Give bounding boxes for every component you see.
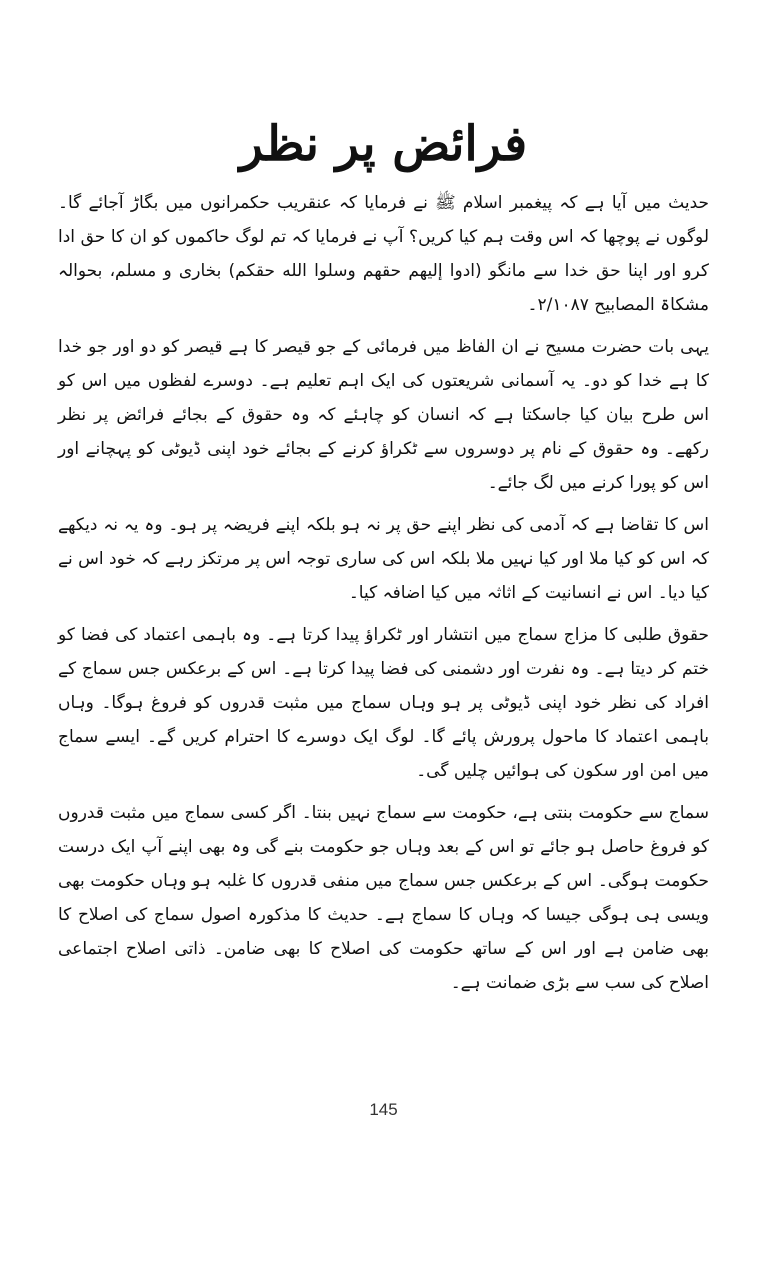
paragraph-3: اس کا تقاضا ہے کہ آدمی کی نظر اپنے حق پر نہ ہو بلکہ اپنے فریضہ پر ہو۔ وہ یہ نہ دیکھے کہ اس کو کیا ملا اور کیا نہیں ملا بلکہ اس کی ساری توجہ اس پر مرتکز رہے کہ خود اس نے کیا دیا۔ اس نے انسانیت کے اثاثہ میں کیا اضافہ کیا۔: [58, 515, 709, 603]
paragraph-1: حدیث میں آیا ہے کہ پیغمبر اسلام ﷺ نے فرمایا کہ عنقریب حکمرانوں میں بگاڑ آجائے گا۔ لوگوں نے پوچھا کہ اس وقت ہم کیا کریں؟ آپ نے فرمایا کہ تم لوگ حاکموں کو ان کا حق ادا کرو اور اپنا حق خدا سے مانگو (ادوا إليهم حقهم وسلوا الله حقكم) بخاری و مسلم، بحوالہ مشکاۃ المصابیح ۲/۱۰۸۷۔: [58, 193, 709, 315]
paragraph-4: حقوق طلبی کا مزاج سماج میں انتشار اور ٹکراؤ پیدا کرتا ہے۔ وہ باہمی اعتماد کی فضا کو ختم کر دیتا ہے۔ وہ نفرت اور دشمنی کی فضا پیدا کرتا ہے۔ اس کے برعکس جس سماج کے افراد کی نظر خود اپنی ڈیوٹی پر ہو وہاں سماج میں مثبت قدروں کو فروغ ہوگا۔ وہاں باہمی اعتماد کا ماحول پرورش پائے گا۔ لوگ ایک دوسرے کا احترام کریں گے۔ ایسے سماج میں امن اور سکون کی ہوائیں چلیں گی۔: [58, 625, 709, 781]
paragraph-2: یہی بات حضرت مسیح نے ان الفاظ میں فرمائی کے جو قیصر کا ہے قیصر کو دو اور جو خدا کا ہے خدا کو دو۔ یہ آسمانی شریعتوں کی ایک اہم تعلیم ہے۔ دوسرے لفظوں میں اس کو اس طرح بیان کیا جاسکتا ہے کہ انسان کو چاہئے کہ وہ حقوق کے بجائے فرائض پر نظر رکھے۔ وہ حقوق کے نام پر دوسروں سے ٹکراؤ کرنے کے بجائے خود اپنی ڈیوٹی کو پہچانے اور اس کو پورا کرنے میں لگ جائے۔: [58, 337, 709, 493]
page-number: 145: [369, 1100, 398, 1119]
paragraph-5: سماج سے حکومت بنتی ہے، حکومت سے سماج نہیں بنتا۔ اگر کسی سماج میں مثبت قدروں کو فروغ حاصل ہو جائے تو اس کے بعد وہاں جو حکومت بنے گی وہ بھی اپنے آپ ایک درست حکومت ہوگی۔ اس کے برعکس جس سماج میں منفی قدروں کا غلبہ ہو وہاں حکومت بھی ویسی ہی ہوگی جیسا کہ وہاں کا سماج ہے۔ حدیث کا مذکورہ اصول سماج کی اصلاح کا بھی ضامن ہے اور اس کے ساتھ حکومت کی اصلاح کا بھی ضامن۔ ذاتی اصلاح اجتماعی اصلاح کی سب سے بڑی ضمانت ہے۔: [58, 803, 709, 993]
page-title: فرائض پر نظر: [239, 116, 528, 172]
